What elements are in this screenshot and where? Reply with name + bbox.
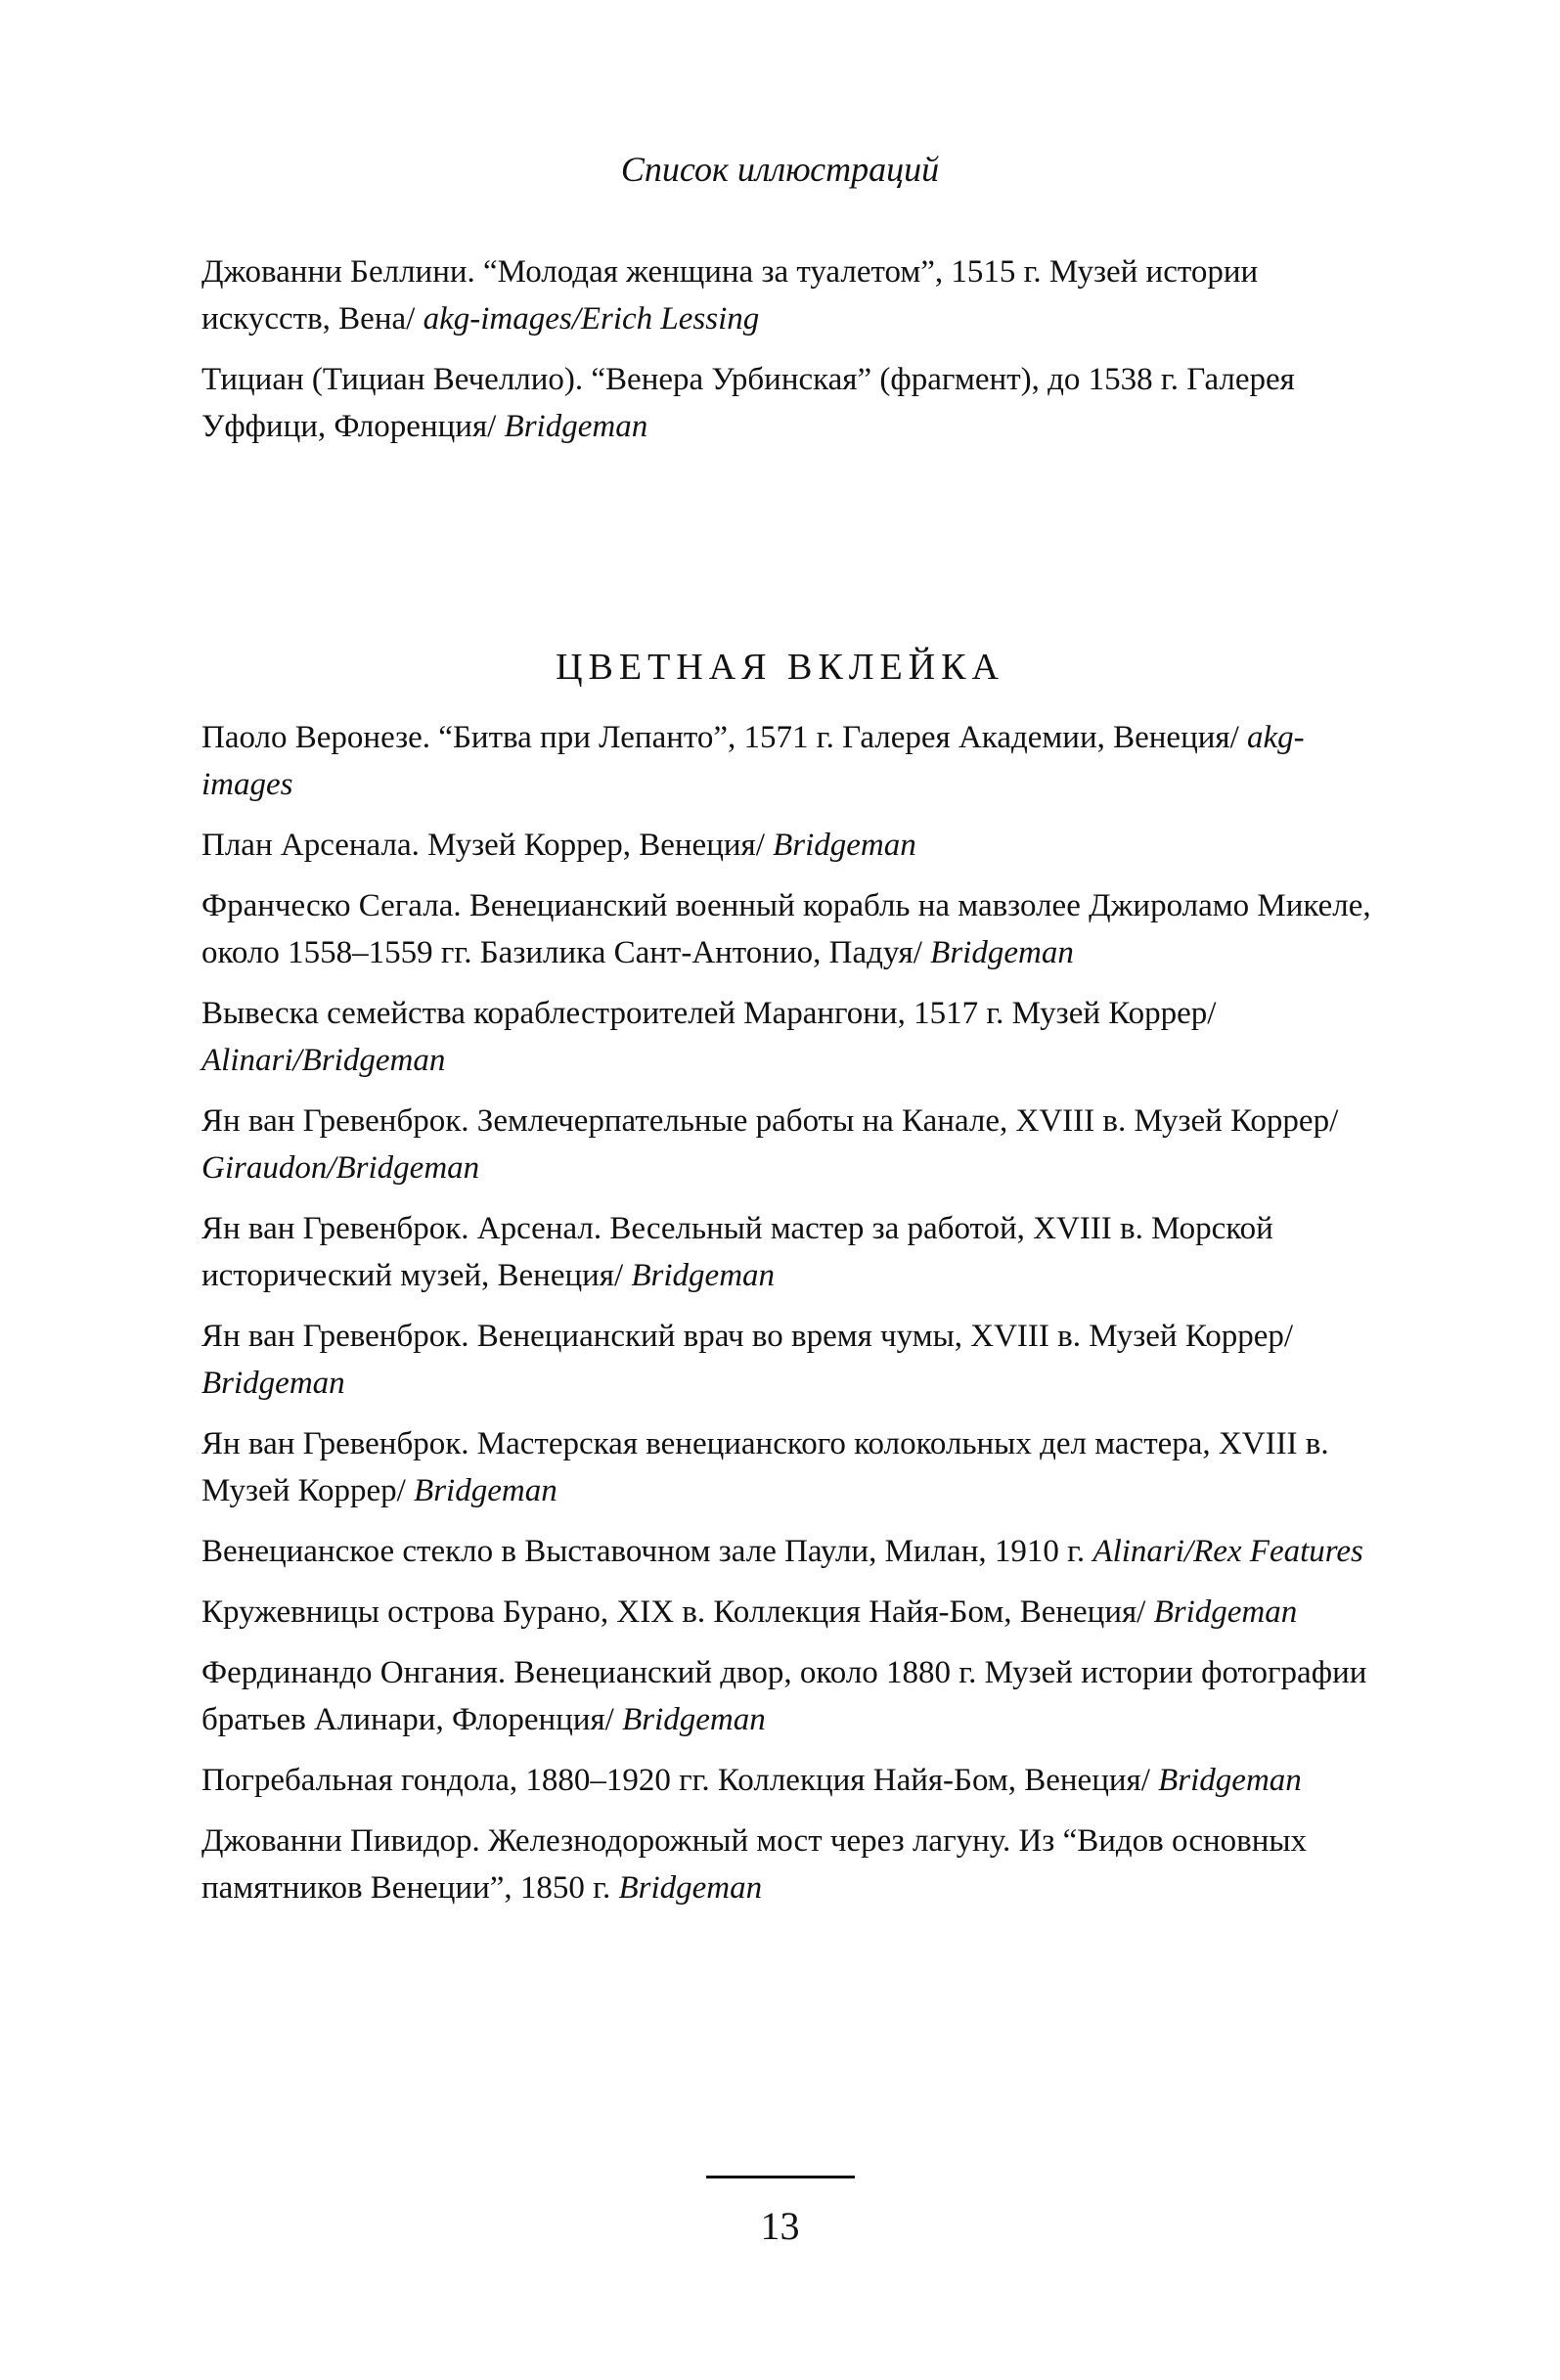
entry-credit: Giraudon/Bridgeman xyxy=(201,1150,480,1186)
entry-text: Джованни Пивидор. Железнодорожный мост через лагуну. Из “Видов основных памятников Венеции”, 1850 г. xyxy=(201,1823,1308,1906)
section-title: ЦВЕТНАЯ ВКЛЕЙКА xyxy=(556,647,1004,688)
entry-text: План Арсенала. Музей Коррер, Венеция/ xyxy=(201,828,774,863)
page-number: 13 xyxy=(760,2204,800,2248)
list-item xyxy=(201,1589,1375,1636)
entry-credit: Bridgeman xyxy=(1153,1594,1298,1630)
list-item xyxy=(201,1528,1375,1575)
list-item xyxy=(201,882,1375,976)
entry-text: Погребальная гондола, 1880–1920 гг. Коллекция Найя-Бом, Венеция/ xyxy=(201,1763,1159,1798)
entry-credit: Bridgeman xyxy=(414,1473,557,1508)
entry-credit: Bridgeman xyxy=(1158,1763,1302,1798)
list-item xyxy=(201,1205,1375,1299)
list-item xyxy=(201,1098,1375,1191)
entry-text: Паоло Веронезе. “Битва при Лепанто”, 1571 г. Галерея Академии, Венеция/ xyxy=(201,720,1247,755)
entry-credit: akg-images/Erich Lessing xyxy=(423,301,760,337)
entry-text: Фердинандо Онгания. Венецианский двор, около 1880 г. Музей истории фотографии братьев Алинари, Флоренция/ xyxy=(201,1655,1367,1737)
entry-credit: akg-images xyxy=(201,720,1305,802)
illustration-list-color-insert xyxy=(201,714,1375,1925)
entry-credit: Bridgeman xyxy=(201,1366,345,1401)
list-item xyxy=(201,1420,1375,1514)
list-item xyxy=(201,714,1375,808)
entry-text: Тициан (Тициан Вечеллио). “Венера Урбинская” (фрагмент), до 1538 г. Галерея Уффици, Флоренция/ xyxy=(201,362,1295,444)
list-item xyxy=(201,1313,1375,1407)
list-item xyxy=(201,356,1375,450)
entry-text: Ян ван Гревенброк. Арсенал. Весельный мастер за работой, XVIII в. Морской исторический музей, Венеция/ xyxy=(201,1211,1273,1293)
list-item xyxy=(201,822,1375,869)
list-item xyxy=(201,1649,1375,1743)
entry-text: Франческо Сегала. Венецианский военный корабль на мавзолее Джироламо Микеле, около 1558–1559 гг. Базилика Сант-Антонио, Падуя/ xyxy=(201,888,1371,970)
entry-credit: Bridgeman xyxy=(622,1702,766,1737)
list-item xyxy=(201,1757,1375,1804)
running-head: Список иллюстраций xyxy=(620,150,940,189)
entry-text: Ян ван Гревенброк. Венецианский врач во время чумы, XVIII в. Музей Коррер/ xyxy=(201,1319,1294,1354)
entry-credit: Bridgeman xyxy=(618,1870,763,1906)
entry-text: Венецианское стекло в Выставочном зале Паули, Милан, 1910 г. xyxy=(201,1534,1093,1569)
entry-text: Ян ван Гревенброк. Землечерпательные работы на Канале, XVIII в. Музей Коррер/ xyxy=(201,1103,1339,1139)
entry-text: Кружевницы острова Бурано, XIX в. Коллекция Найя-Бом, Венеция/ xyxy=(201,1594,1154,1630)
entry-credit: Bridgeman xyxy=(631,1258,776,1293)
entry-credit: Bridgeman xyxy=(504,409,648,444)
list-item xyxy=(201,248,1375,342)
entry-credit: Alinari/Bridgeman xyxy=(201,1043,446,1078)
page-number-rule xyxy=(706,2176,855,2178)
entry-text: Ян ван Гревенброк. Мастерская венецианского колокольных дел мастера, XVIII в. Музей Коррер/ xyxy=(201,1426,1329,1508)
entry-text: Вывеска семейства кораблестроителей Марангони, 1517 г. Музей Коррер/ xyxy=(201,996,1217,1031)
illustration-list-top xyxy=(201,248,1375,464)
entry-credit: Bridgeman xyxy=(930,935,1074,970)
entry-credit: Alinari/Rex Features xyxy=(1092,1534,1363,1569)
entry-text: Джованни Беллини. “Молодая женщина за туалетом”, 1515 г. Музей истории искусств, Вена/ xyxy=(201,254,1259,337)
list-item xyxy=(201,990,1375,1084)
list-item xyxy=(201,1818,1375,1911)
entry-credit: Bridgeman xyxy=(773,828,916,863)
